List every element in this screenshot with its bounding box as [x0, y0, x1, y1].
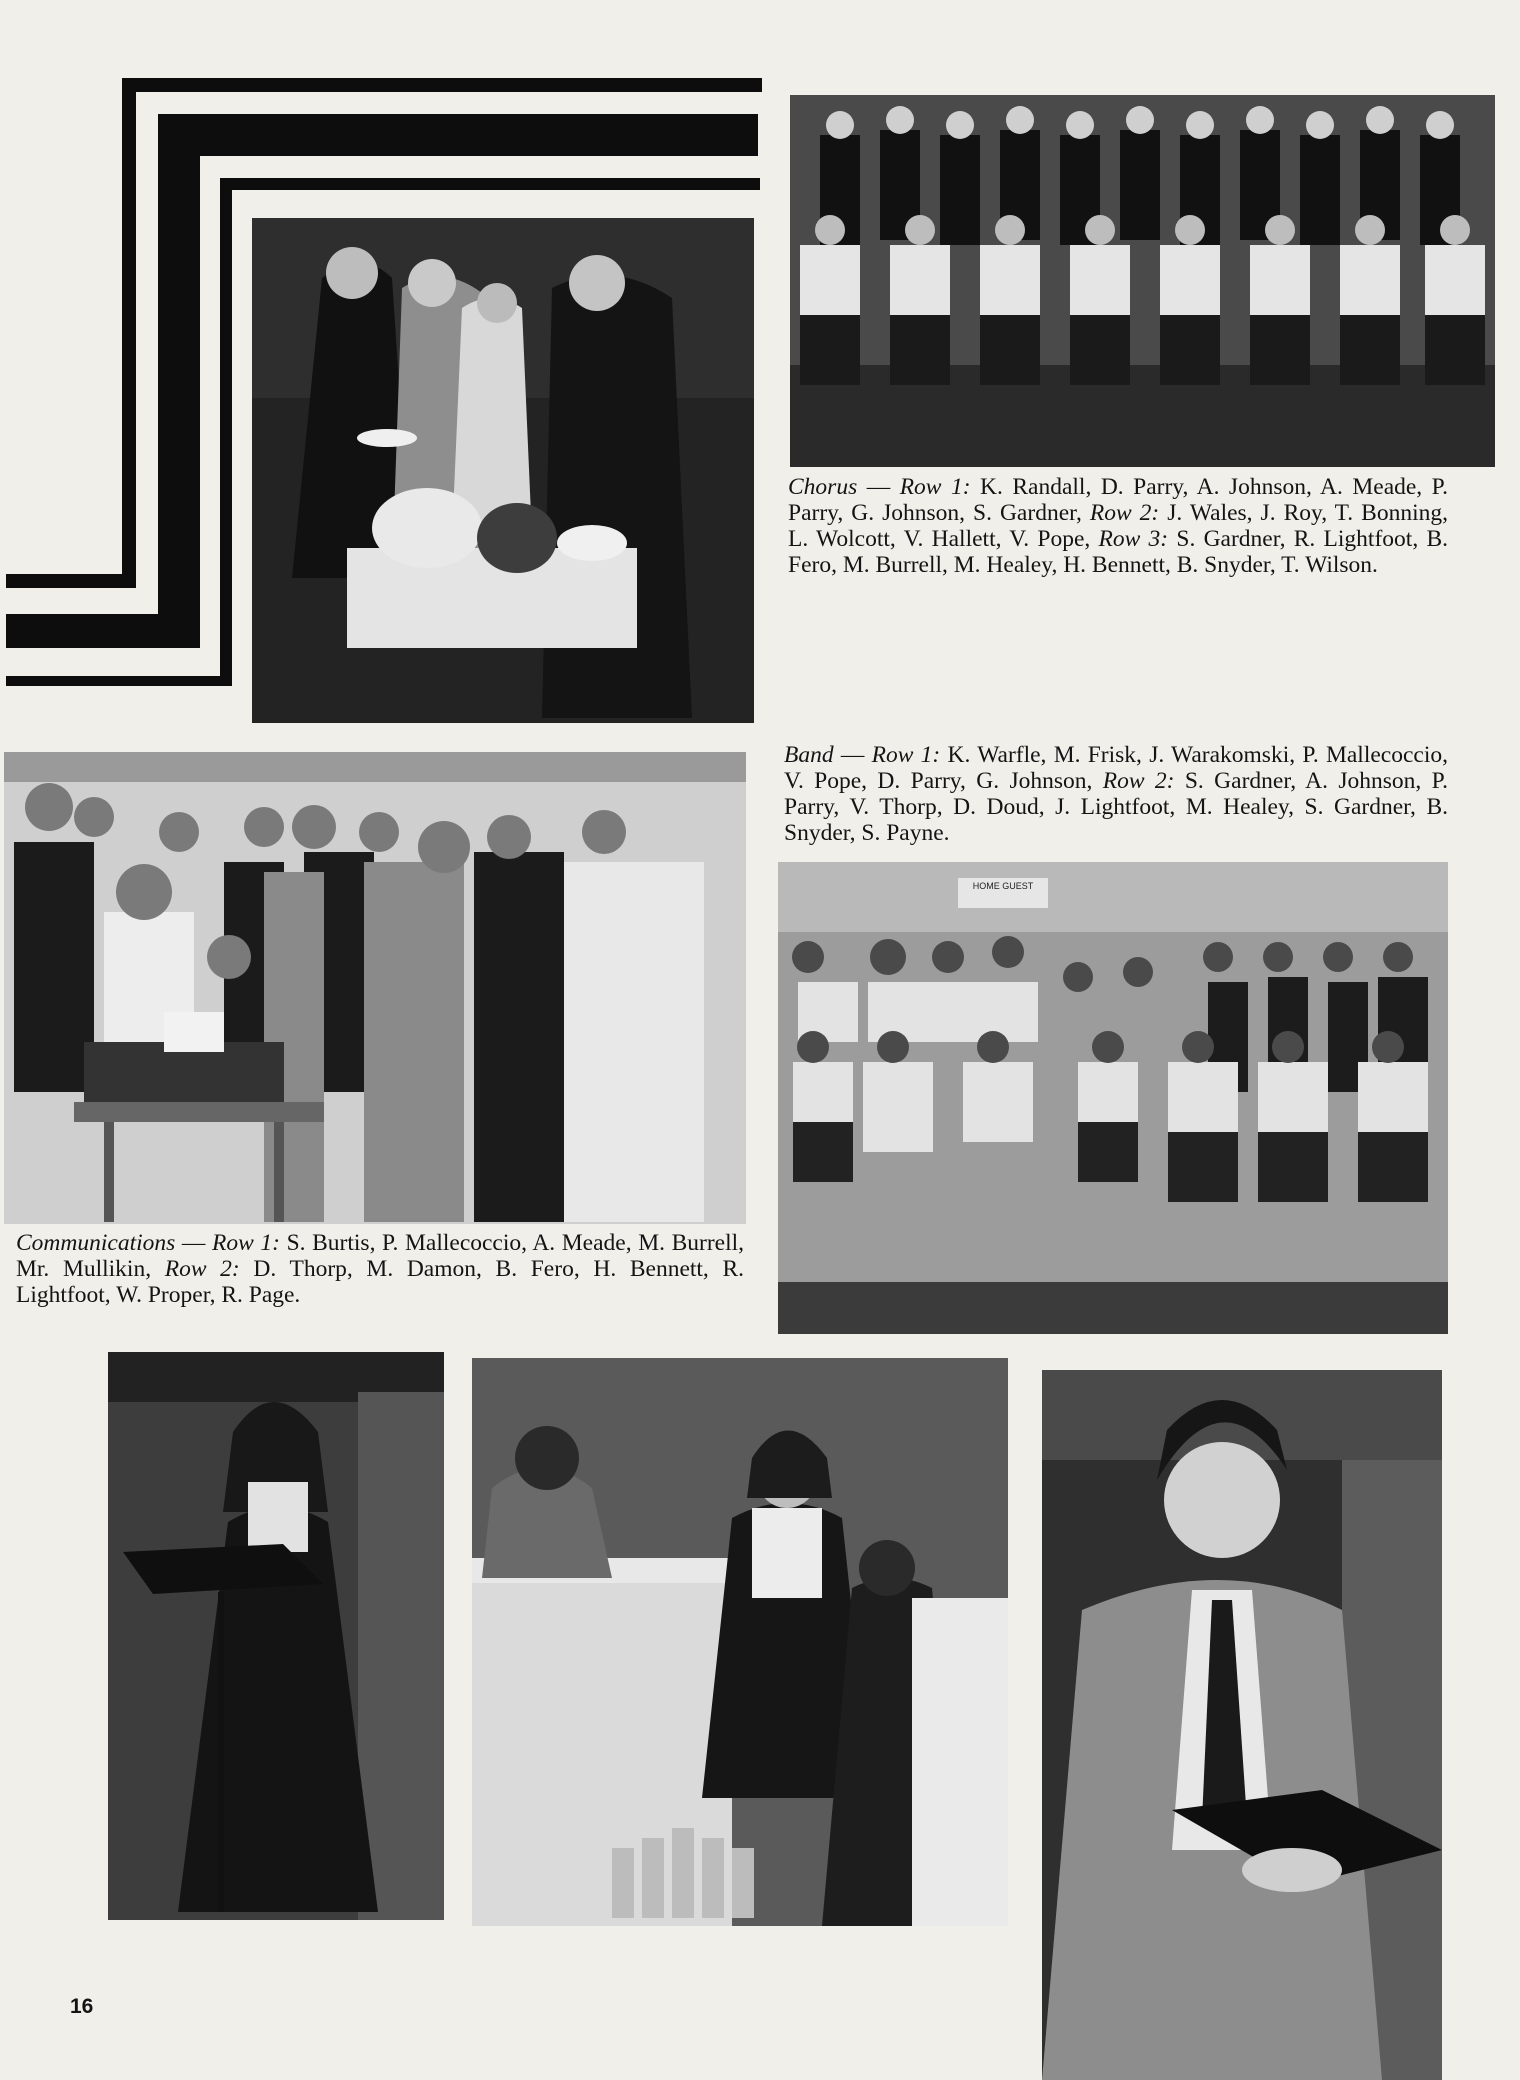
- decor-stripe-outer-b: [6, 574, 136, 588]
- decor-stripe-inner-h: [220, 178, 760, 190]
- caption-band: [784, 742, 1448, 846]
- decor-stripe-outer-h: [122, 78, 762, 92]
- caption-communications-title: Communications: [16, 1230, 176, 1256]
- caption-band-row2-label: Row 2:: [1102, 768, 1175, 794]
- decor-stripe-mid-h: [158, 114, 758, 156]
- caption-chorus-row3-names: S. Gardner, R. Lightfoot, B. Fero, M. Burrell, M. Healey, H. Bennett, B. Snyder, T. Wilson.: [788, 526, 1448, 578]
- decor-stripe-mid-b: [6, 614, 200, 648]
- caption-chorus-row3-label: Row 3:: [1098, 526, 1169, 552]
- caption-communications-dash: —: [175, 1230, 212, 1256]
- caption-communications-row1-label: Row 1:: [212, 1230, 280, 1256]
- caption-communications-row2-label: Row 2:: [164, 1256, 240, 1282]
- decor-stripe-inner-v: [220, 178, 232, 686]
- page-number: 16: [70, 1995, 94, 2018]
- caption-band-row1-label: Row 1:: [871, 742, 941, 768]
- caption-band-dash: —: [833, 742, 872, 768]
- caption-chorus: [788, 474, 1448, 578]
- caption-communications: [16, 1230, 744, 1308]
- photo-speaker-at-lectern: [108, 1352, 444, 1920]
- caption-chorus-row2-names: J. Wales, J. Roy, T. Bonning, L. Wolcott, V. Hallett, V. Pope,: [788, 500, 1448, 552]
- caption-band-row1-names: K. Warfle, M. Frisk, J. Warakomski, P. Mallecoccio, V. Pope, D. Parry, G. Johnson,: [784, 742, 1448, 794]
- caption-chorus-row1-label: Row 1:: [899, 474, 971, 500]
- caption-communications-row1-names: S. Burtis, P. Mallecoccio, A. Meade, M. Burrell, Mr. Mullikin,: [16, 1230, 745, 1282]
- caption-communications-row2-names: D. Thorp, M. Damon, B. Fero, H. Bennett, R. Lightfoot, W. Proper, R. Page.: [16, 1256, 745, 1308]
- caption-chorus-row2-label: Row 2:: [1089, 500, 1160, 526]
- photo-speaker-with-bible: [1042, 1370, 1442, 2080]
- decor-stripe-inner-b: [6, 676, 232, 686]
- decor-stripe-outer-v: [122, 78, 136, 588]
- caption-band-row2-names: S. Gardner, A. Johnson, P. Parry, V. Thorp, D. Doud, J. Lightfoot, M. Healey, S. Gardner, B. Snyder, S. Payne.: [784, 768, 1449, 846]
- photo-band-group: [778, 862, 1448, 1334]
- gym-scoreboard-sign: HOME GUEST: [972, 881, 1034, 891]
- photo-chorus-group: [790, 95, 1495, 467]
- photo-award-presentation: [472, 1358, 1008, 1926]
- photo-communications-group: [4, 752, 746, 1224]
- caption-band-title: Band: [784, 742, 834, 768]
- caption-chorus-dash: —: [857, 474, 900, 500]
- caption-chorus-row1-names: K. Randall, D. Parry, A. Johnson, A. Meade, P. Parry, G. Johnson, S. Gardner,: [788, 474, 1449, 526]
- decor-stripe-mid-v: [158, 114, 200, 644]
- photo-buffet-serving: [252, 218, 754, 723]
- caption-chorus-title: Chorus: [788, 474, 858, 500]
